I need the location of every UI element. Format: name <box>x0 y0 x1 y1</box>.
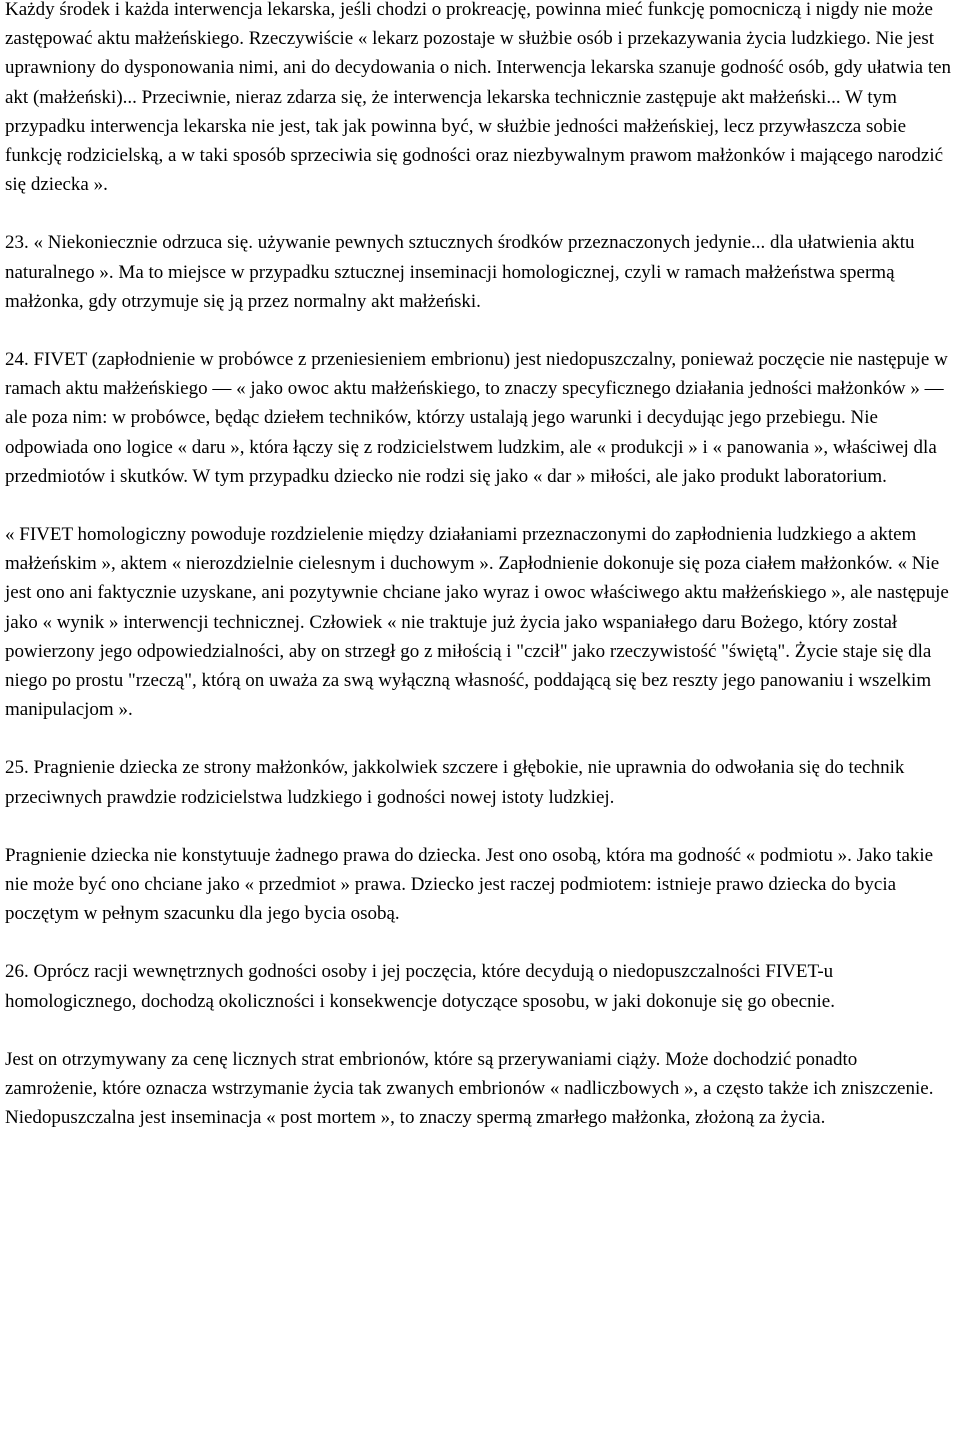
paragraph-25: 25. Pragnienie dziecka ze strony małżonków, jakkolwiek szczere i głębokie, nie uprawnia do odwołania się do technik przeciwnych prawdzie rodzicielstwa ludzkiego i godności nowej istoty ludzkiej. <box>5 757 905 808</box>
paragraph-intro: Każdy środek i każda interwencja lekarska, jeśli chodzi o prokreację, powinna mieć funkcję pomocniczą i nigdy nie może zastępować aktu małżeńskiego. Rzeczywiście « lekarz pozostaje w służbie osób i przekazywania życia ludzkiego. Nie jest uprawniony do dysponowania nimi, ani do decydowania o nich. Interwencja lekarska szanuje godność osób, gdy ułatwia ten akt (małżeński)... Przeciwnie, nieraz zdarza się, że interwencja lekarska technicznie zastępuje akt małżeński... W tym przypadku interwencja lekarska nie jest, tak jak powinna być, w służbie jedności małżeńskiej, lecz przywłaszcza sobie funkcję rodzicielską, a w taki sposób sprzeciwia się godności oraz niezbywalnym prawom małżonków i mającego narodzić się dziecka ». <box>5 0 952 196</box>
paragraph-straty-embrionow: Jest on otrzymywany za cenę licznych strat embrionów, które są przerywaniami ciąży. Może dochodzić ponadto zamrożenie, które oznacza wstrzymanie życia tak zwanych embrionów « nadliczbowych », a często także ich zniszczenie. Niedopuszczalna jest inseminacja « post mortem », to znaczy spermą zmarłego małżonka, złożoną za życia. <box>5 1048 934 1129</box>
paragraph-fivet-homologiczny: « FIVET homologiczny powoduje rozdzielenie między działaniami przeznaczonymi do zapłodnienia ludzkiego a aktem małżeńskim », aktem « nierozdzielnie cielesnym i duchowym ». Zapłodnienie dokonuje się poza ciałem małżonków. « Nie jest ono ani faktycznie uzyskane, ani pozytywnie chciane jako wyraz i owoc właściwego aktu małżeńskiego », ale następuje jako « wynik » interwencji technicznej. Człowiek « nie traktuje już życia jako wspaniałego daru Bożego, który został powierzony jego odpowiedzialności, aby on strzegł go z miłością i "czcił" jako rzeczywistość "świętą". Życie staje się dla niego po prostu "rzeczą", którą on uważa za swą wyłączną własność, poddającą się bez reszty jego panowaniu i wszelkim manipulacjom ». <box>5 524 949 721</box>
paragraph-pragnienie-dziecka: Pragnienie dziecka nie konstytuuje żadnego prawa do dziecka. Jest ono osobą, która ma godność « podmiotu ». Jako takie nie może być ono chciane jako « przedmiot » prawa. Dziecko jest raczej podmiotem: istnieje prawo dziecka do bycia poczętym w pełnym szacunku dla jego bycia osobą. <box>5 844 934 925</box>
paragraph-23: 23. « Niekoniecznie odrzuca się. używanie pewnych sztucznych środków przeznaczonych jedynie... dla ułatwienia aktu naturalnego ». Ma to miejsce w przypadku sztucznej inseminacji homologicznej, czyli w ramach małżeństwa spermą małżonka, gdy otrzymuje się ją przez normalny akt małżeński. <box>5 232 915 312</box>
paragraph-26: 26. Oprócz racji wewnętrznych godności osoby i jej poczęcia, które decydują o niedopuszczalności FIVET-u homologicznego, dochodzą okoliczności i konsekwencje dotyczące sposobu, w jaki dokonuje się go obecnie. <box>5 961 835 1012</box>
paragraph-24: 24. FIVET (zapłodnienie w probówce z przeniesieniem embrionu) jest niedopuszczalny, ponieważ poczęcie nie następuje w ramach aktu małżeńskiego — « jako owoc aktu małżeńskiego, to znaczy specyficznego działania jedności małżonków » — ale poza nim: w probówce, będąc dziełem techników, którzy ustalają jego warunki i decydując jego przebiegu. Nie odpowiada ono logice « daru », która łączy się z rodzicielstwem ludzkim, ale « produkcji » i « panowania », właściwej dla przedmiotów i skutków. W tym przypadku dziecko nie rodzi się jako « dar » miłości, ale jako produkt laboratorium. <box>5 349 948 487</box>
